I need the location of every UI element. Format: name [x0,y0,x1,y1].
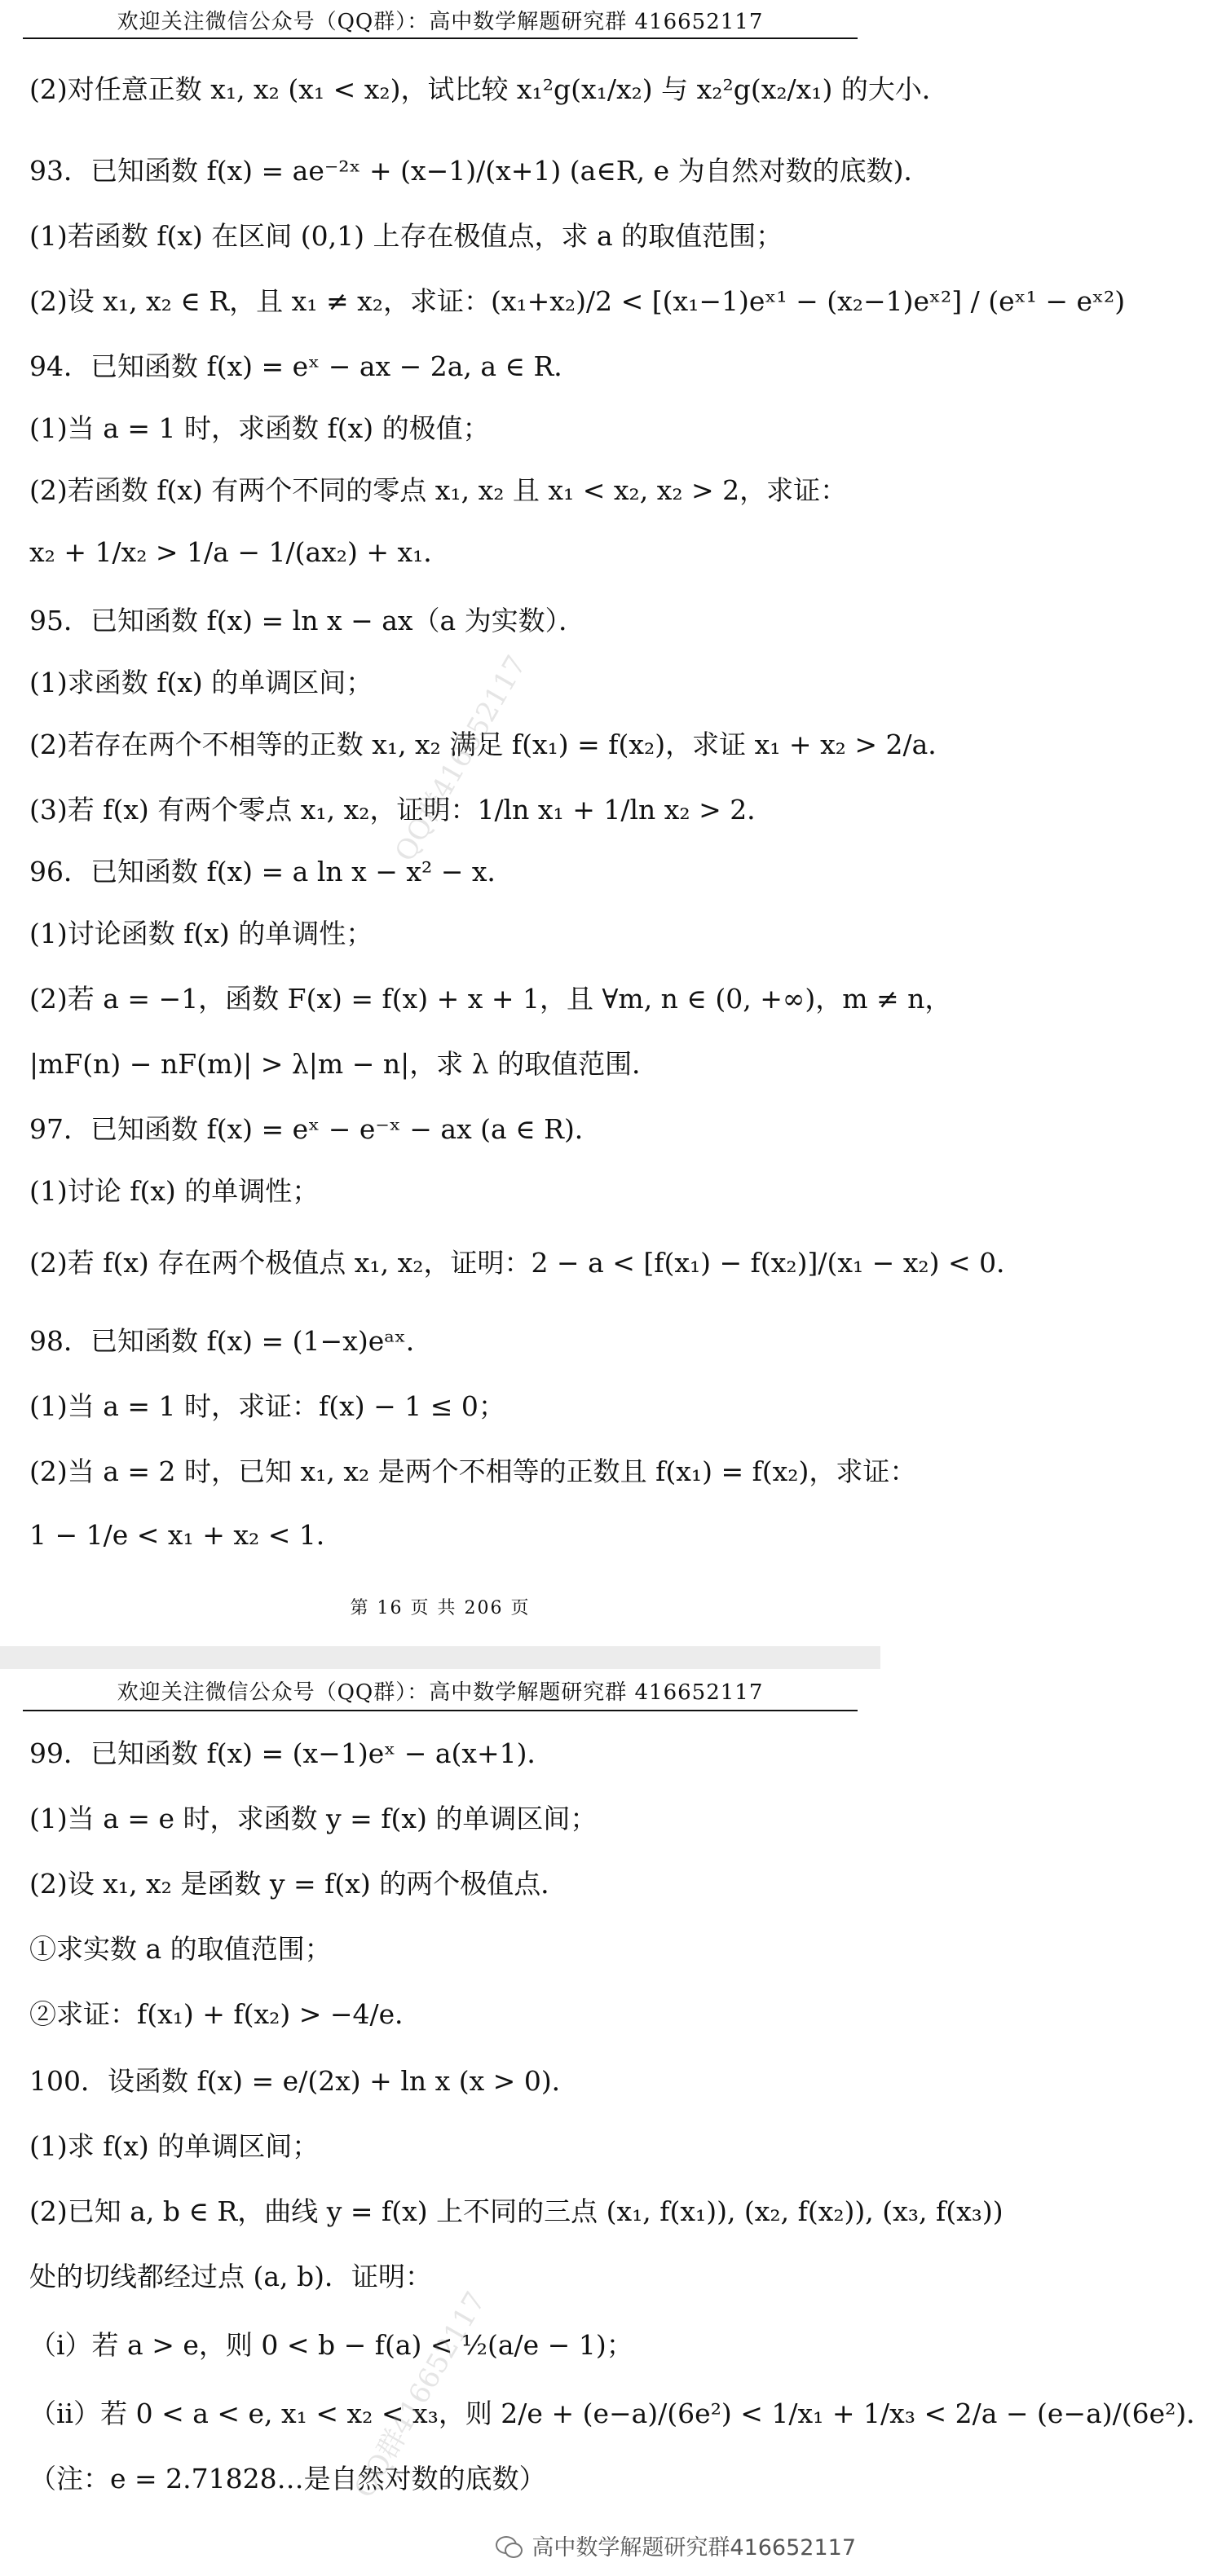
text-line: (1)求 f(x) 的单调区间； [29,2130,320,2162]
text-line: (2)当 a = 2 时，已知 x₁, x₂ 是两个不相等的正数且 f(x₁) = f(x₂)，求证： [29,1455,917,1487]
header-rule [23,37,858,39]
text-line: ①求实数 a 的取值范围； [29,1933,332,1965]
page-footer: 第 16 页 共 206 页 [350,1598,531,1618]
text-line: (2)若函数 f(x) 有两个不同的零点 x₁, x₂ 且 x₁ < x₂, x₂ > 2，求证： [29,474,848,506]
text-line: (3)若 f(x) 有两个零点 x₁, x₂，证明：1/ln x₁ + 1/ln x₂ > 2． [29,794,774,826]
text-line: |mF(n) − nF(m)| > λ|m − n|，求 λ 的取值范围． [29,1048,659,1080]
problem-99-title: 99．已知函数 f(x) = (x−1)eˣ − a(x+1)． [29,1737,554,1769]
text-line: (1)当 a = e 时，求函数 y = f(x) 的单调区间； [29,1803,598,1834]
text-line: (2)设 x₁, x₂ ∈ R，且 x₁ ≠ x₂，求证：(x₁+x₂)/2 < [(x₁−1)eˣ¹ − (x₂−1)eˣ²] / (eˣ¹ − eˣ²) [29,285,1126,317]
problem-100-title: 100．设函数 f(x) = e/(2x) + ln x (x > 0)． [29,2065,579,2097]
text-line: （i）若 a > e，则 0 < b − f(a) < ½(a/e − 1)； [29,2329,633,2361]
text-line: (2)若 f(x) 存在两个极值点 x₁, x₂，证明：2 − a < [f(x₁) − f(x₂)]/(x₁ − x₂) < 0． [29,1247,1024,1279]
text-line: (1)当 a = 1 时，求函数 f(x) 的极值； [29,412,490,444]
text-line: (2)对任意正数 x₁, x₂ (x₁ < x₂)，试比较 x₁²g(x₁/x₂) 与 x₂²g(x₂/x₁) 的大小． [29,73,949,105]
text-line: 处的切线都经过点 (a, b)．证明： [29,2261,433,2292]
text-line: x₂ + 1/x₂ > 1/a − 1/(ax₂) + x₁． [29,536,451,568]
text-line: (2)若存在两个不相等的正数 x₁, x₂ 满足 f(x₁) = f(x₂)，求证 x₁ + x₂ > 2/a． [29,729,955,760]
problem-94-title: 94．已知函数 f(x) = eˣ − ax − 2a, a ∈ R． [29,350,581,382]
text-line: （ii）若 0 < a < e, x₁ < x₂ < x₃，则 2/e + (e−a)/(6e²) < 1/x₁ + 1/x₃ < 2/a − (e−a)/(6e²)． [29,2398,1213,2429]
problem-93-title: 93．已知函数 f(x) = ae⁻²ˣ + (x−1)/(x+1) (a∈R, e 为自然对数的底数)． [29,155,931,187]
text-line: (2)设 x₁, x₂ 是函数 y = f(x) 的两个极值点． [29,1868,568,1900]
text-line: （注：e = 2.71828…是自然对数的底数） [29,2463,546,2495]
text-line: (1)讨论函数 f(x) 的单调性； [29,918,373,949]
watermark: QQ群416652117 [388,650,533,867]
problem-95-title: 95．已知函数 f(x) = ln x − ax（a 为实数）． [29,605,586,636]
text-line: (1)求函数 f(x) 的单调区间； [29,667,373,698]
text-line: 1 − 1/e < x₁ + x₂ < 1． [29,1519,343,1551]
page-separator [0,1646,880,1669]
page-header: 欢迎关注微信公众号（QQ群）：高中数学解题研究群 416652117 [117,1680,764,1705]
watermark: QQ群416652117 [347,2286,492,2503]
text-line: (2)已知 a, b ∈ R，曲线 y = f(x) 上不同的三点 (x₁, f(x₁)), (x₂, f(x₂)), (x₃, f(x₃)) [29,2195,1003,2227]
problem-96-title: 96．已知函数 f(x) = a ln x − x² − x． [29,856,514,887]
text-line: (1)当 a = 1 时，求证：f(x) − 1 ≤ 0； [29,1390,505,1422]
wechat-icon [496,2534,523,2557]
problem-98-title: 98．已知函数 f(x) = (1−x)eᵃˣ． [29,1325,433,1357]
document-page-17 [0,1669,1213,2576]
wechat-badge [496,2530,856,2561]
wechat-badge-label: 高中数学解题研究群416652117 [532,2535,856,2561]
text-line: (1)若函数 f(x) 在区间 (0,1) 上存在极值点，求 a 的取值范围； [29,220,783,252]
header-rule [23,1710,858,1711]
page-header: 欢迎关注微信公众号（QQ群）：高中数学解题研究群 416652117 [117,10,764,34]
problem-97-title: 97．已知函数 f(x) = eˣ − e⁻ˣ − ax (a ∈ R)． [29,1113,602,1145]
text-line: (1)讨论 f(x) 的单调性； [29,1175,320,1207]
text-line: ②求证：f(x₁) + f(x₂) > −4/e． [29,1998,422,2030]
text-line: (2)若 a = −1，函数 F(x) = f(x) + x + 1，且 ∀m, n ∈ (0, +∞)，m ≠ n， [29,983,952,1015]
